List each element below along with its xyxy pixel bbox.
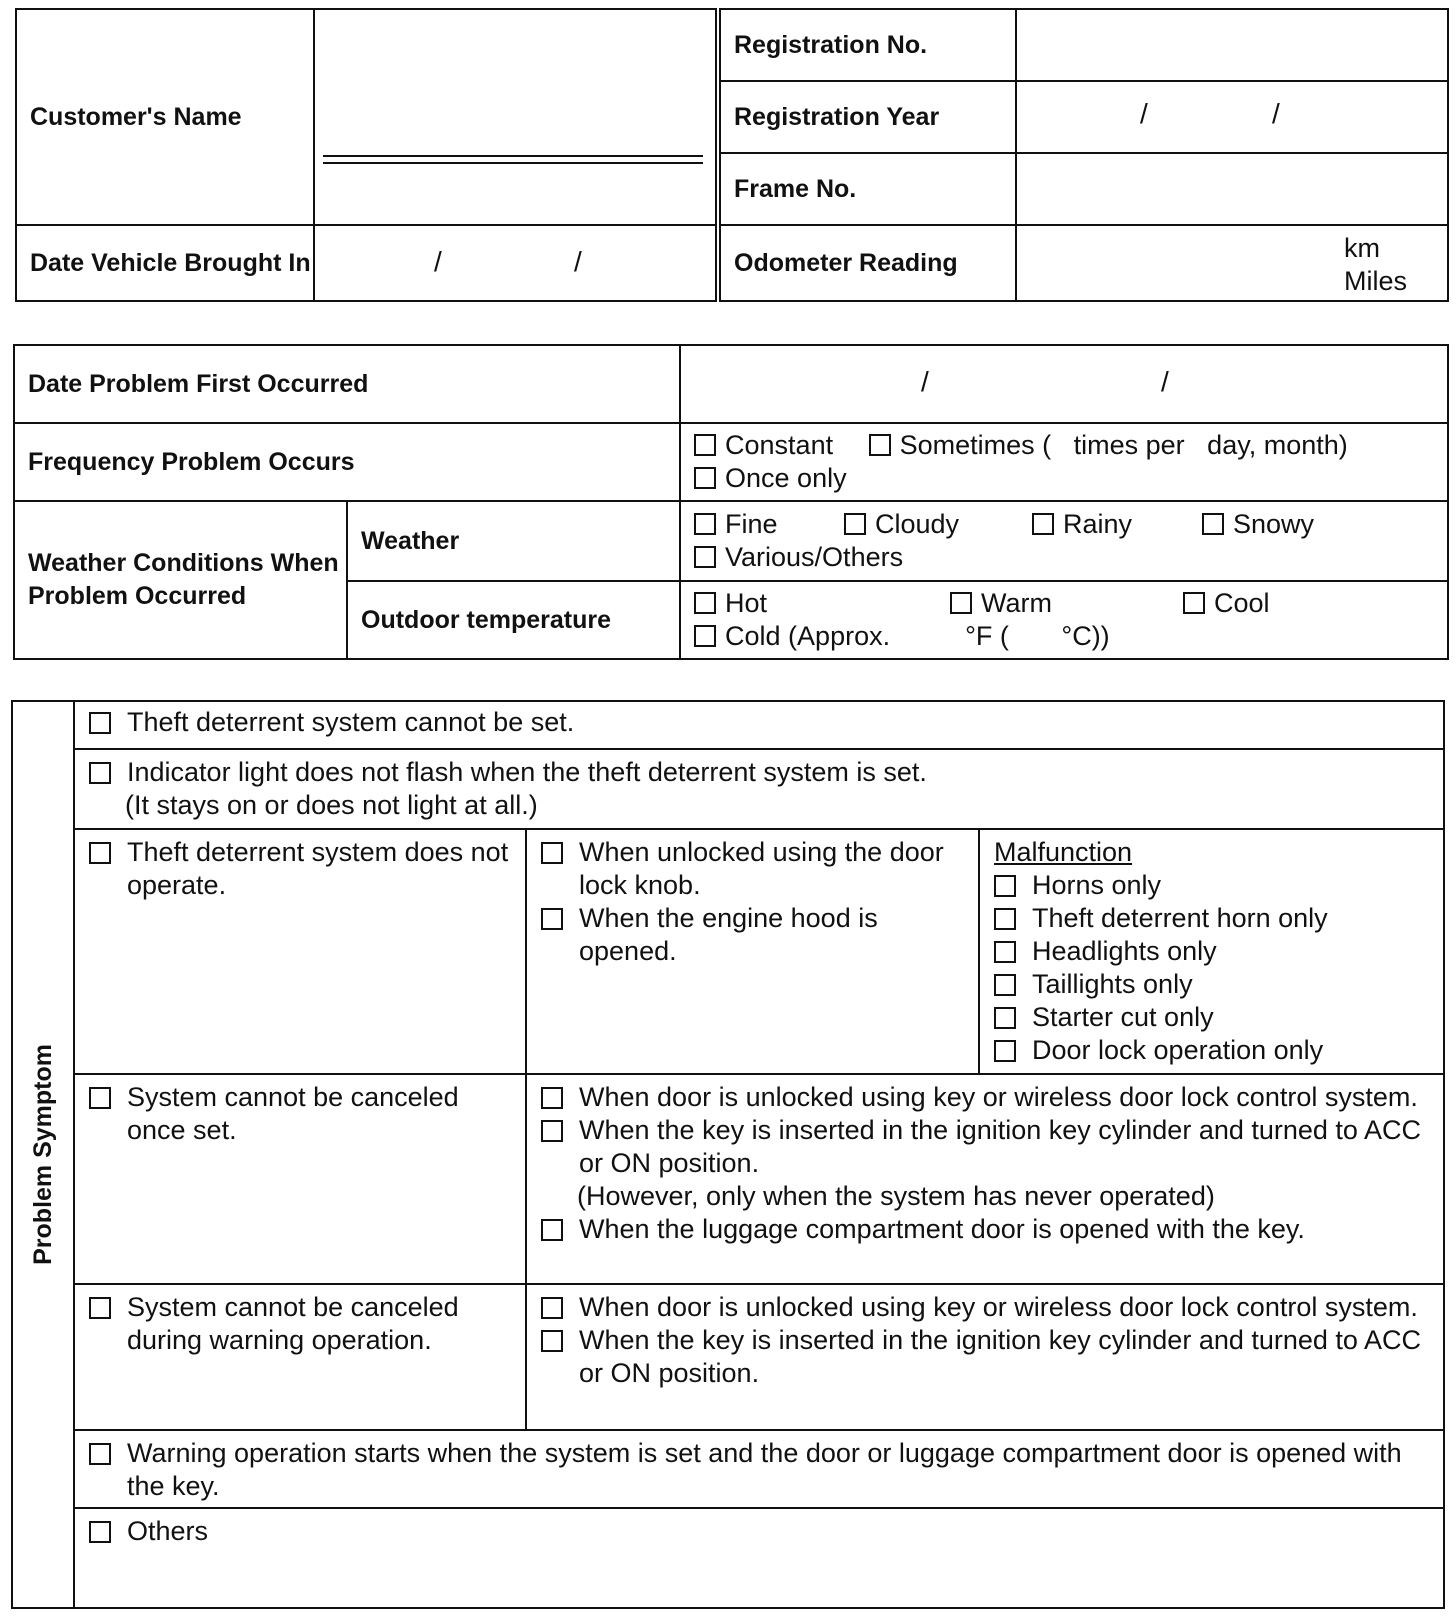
- checkbox[interactable]: [541, 1219, 563, 1241]
- frequency-option-sometimes[interactable]: Sometimes ( times per day, month): [869, 429, 1348, 462]
- checkbox[interactable]: [1202, 513, 1224, 535]
- weather-label: Weather: [347, 501, 680, 581]
- date-separator: /: [1161, 366, 1169, 397]
- frame-no-field[interactable]: [1016, 153, 1448, 225]
- condition-door-lock-knob[interactable]: When unlocked using the door lock knob.: [541, 836, 968, 902]
- date-separator: /: [574, 246, 582, 277]
- checkbox[interactable]: [541, 1087, 563, 1109]
- malfunction-headlights-only[interactable]: Headlights only: [994, 935, 1433, 968]
- checkbox[interactable]: [994, 1007, 1016, 1029]
- vehicle-info-table: [15, 8, 1449, 302]
- symptom-cannot-cancel-warning-option[interactable]: System cannot be canceled during warning operation.: [89, 1291, 515, 1357]
- temp-option-hot[interactable]: Hot: [694, 587, 950, 620]
- checkbox[interactable]: [694, 434, 716, 456]
- date-problem-first-occurred-field[interactable]: [680, 345, 1448, 423]
- checkbox[interactable]: [950, 592, 972, 614]
- symptom-does-not-operate: [74, 829, 526, 1074]
- indicator-light-note: (It stays on or does not light at all.): [125, 790, 538, 820]
- km-unit: km: [1344, 233, 1380, 263]
- malfunction-starter-cut-only[interactable]: Starter cut only: [994, 1001, 1433, 1034]
- checkbox[interactable]: [89, 842, 111, 864]
- symptom-indicator-light: [74, 749, 1444, 829]
- checkbox[interactable]: [694, 546, 716, 568]
- checkbox[interactable]: [869, 434, 891, 456]
- checkbox[interactable]: [89, 1443, 111, 1465]
- odometer-reading-label: Odometer Reading: [718, 225, 1016, 301]
- registration-year-field[interactable]: [1016, 81, 1448, 153]
- symptom-indicator-light-option[interactable]: Indicator light does not flash when the theft deterrent system is set.: [89, 756, 1433, 789]
- checkbox[interactable]: [89, 1521, 111, 1543]
- weather-conditions-label: Weather Conditions When Problem Occurred: [14, 501, 347, 659]
- condition-luggage-door[interactable]: When the luggage compartment door is opened with the key.: [541, 1213, 1433, 1246]
- checkbox[interactable]: [694, 513, 716, 535]
- problem-symptom-section: [12, 701, 74, 1608]
- date-vehicle-brought-in-label: Date Vehicle Brought In: [16, 225, 314, 301]
- problem-info-table: [13, 344, 1449, 660]
- date-separator: /: [921, 366, 929, 397]
- symptom-cannot-be-set-option[interactable]: Theft deterrent system cannot be set.: [89, 706, 1433, 739]
- registration-year-label: Registration Year: [718, 81, 1016, 153]
- odometer-reading-field[interactable]: [1016, 225, 1448, 301]
- checkbox[interactable]: [541, 1330, 563, 1352]
- condition-engine-hood[interactable]: When the engine hood is opened.: [541, 902, 968, 968]
- weather-option-fine[interactable]: Fine: [694, 508, 844, 541]
- checkbox[interactable]: [89, 712, 111, 734]
- checkbox[interactable]: [994, 908, 1016, 930]
- checkbox[interactable]: [541, 842, 563, 864]
- registration-no-label: Registration No.: [718, 9, 1016, 81]
- symptom-cannot-cancel-once-set-option[interactable]: System cannot be canceled once set.: [89, 1081, 515, 1147]
- date-separator: /: [434, 246, 442, 277]
- condition-note: (However, only when the system has never operated): [577, 1181, 1215, 1211]
- malfunction-door-lock-operation-only[interactable]: Door lock operation only: [994, 1034, 1433, 1067]
- checkbox[interactable]: [694, 467, 716, 489]
- checkbox[interactable]: [89, 1297, 111, 1319]
- cannot-cancel-once-set-conditions: [526, 1074, 1444, 1284]
- weather-option-cloudy[interactable]: Cloudy: [844, 508, 1032, 541]
- symptom-warning-starts: [74, 1430, 1444, 1508]
- weather-option-various-others[interactable]: Various/Others: [694, 541, 903, 574]
- frequency-option-once-only[interactable]: Once only: [694, 462, 847, 495]
- does-not-operate-conditions: [526, 829, 979, 1074]
- symptom-cannot-cancel-warning: [74, 1284, 526, 1430]
- weather-option-snowy[interactable]: Snowy: [1202, 508, 1314, 541]
- registration-no-field[interactable]: [1016, 9, 1448, 81]
- frequency-options: [680, 423, 1448, 501]
- checkbox[interactable]: [1183, 592, 1205, 614]
- temperature-options: [680, 581, 1448, 659]
- frame-no-label: Frame No.: [718, 153, 1016, 225]
- frequency-option-constant[interactable]: Constant: [694, 429, 833, 462]
- checkbox[interactable]: [1032, 513, 1054, 535]
- malfunction-horns-only[interactable]: Horns only: [994, 869, 1433, 902]
- checkbox[interactable]: [541, 908, 563, 930]
- condition-door-unlocked-key[interactable]: When door is unlocked using key or wireless door lock control system.: [541, 1291, 1433, 1324]
- checkbox[interactable]: [694, 592, 716, 614]
- date-separator: /: [1272, 98, 1280, 129]
- customers-name-label: Customer's Name: [16, 9, 314, 225]
- frequency-problem-occurs-label: Frequency Problem Occurs: [14, 423, 680, 501]
- checkbox[interactable]: [994, 875, 1016, 897]
- weather-options: [680, 501, 1448, 581]
- checkbox[interactable]: [994, 974, 1016, 996]
- symptom-others-option[interactable]: Others: [89, 1515, 1433, 1548]
- checkbox[interactable]: [89, 1087, 111, 1109]
- condition-door-unlocked-key[interactable]: When door is unlocked using key or wireless door lock control system.: [541, 1081, 1433, 1114]
- symptom-others: [74, 1508, 1444, 1608]
- customers-name-field[interactable]: [314, 9, 718, 225]
- symptom-does-not-operate-option[interactable]: Theft deterrent system does not operate.: [89, 836, 515, 902]
- malfunction-options: [979, 829, 1444, 1074]
- symptom-warning-starts-option[interactable]: Warning operation starts when the system is set and the door or luggage compartment door is opened with the key.: [89, 1437, 1433, 1503]
- temp-option-cold[interactable]: Cold (Approx. °F ( °C)): [694, 620, 1110, 653]
- condition-key-ignition[interactable]: When the key is inserted in the ignition key cylinder and turned to ACC or ON position.: [541, 1324, 1433, 1390]
- malfunction-taillights-only[interactable]: Taillights only: [994, 968, 1433, 1001]
- checkbox[interactable]: [541, 1120, 563, 1142]
- date-separator: /: [1140, 98, 1148, 129]
- symptom-cannot-cancel-once-set: [74, 1074, 526, 1284]
- problem-symptom-table: [11, 700, 1445, 1609]
- malfunction-theft-deterrent-horn-only[interactable]: Theft deterrent horn only: [994, 902, 1433, 935]
- date-problem-first-occurred-label: Date Problem First Occurred: [14, 345, 680, 423]
- miles-unit: Miles: [1344, 266, 1408, 296]
- checkbox[interactable]: [994, 941, 1016, 963]
- problem-symptom-label: Problem Symptom: [28, 1044, 57, 1265]
- condition-key-ignition[interactable]: When the key is inserted in the ignition key cylinder and turned to ACC or ON position.: [541, 1114, 1433, 1180]
- checkbox[interactable]: [994, 1040, 1016, 1062]
- symptom-cannot-be-set: [74, 701, 1444, 749]
- temp-option-cool[interactable]: Cool: [1183, 587, 1270, 620]
- temp-option-warm[interactable]: Warm: [950, 587, 1183, 620]
- checkbox[interactable]: [694, 625, 716, 647]
- checkbox[interactable]: [541, 1297, 563, 1319]
- cannot-cancel-warning-conditions: [526, 1284, 1444, 1430]
- outdoor-temperature-label: Outdoor temperature: [347, 581, 680, 659]
- weather-option-rainy[interactable]: Rainy: [1032, 508, 1202, 541]
- checkbox[interactable]: [89, 762, 111, 784]
- name-underline: [323, 155, 703, 164]
- date-vehicle-brought-in-field[interactable]: [314, 225, 718, 301]
- malfunction-label: Malfunction: [994, 837, 1133, 867]
- checkbox[interactable]: [844, 513, 866, 535]
